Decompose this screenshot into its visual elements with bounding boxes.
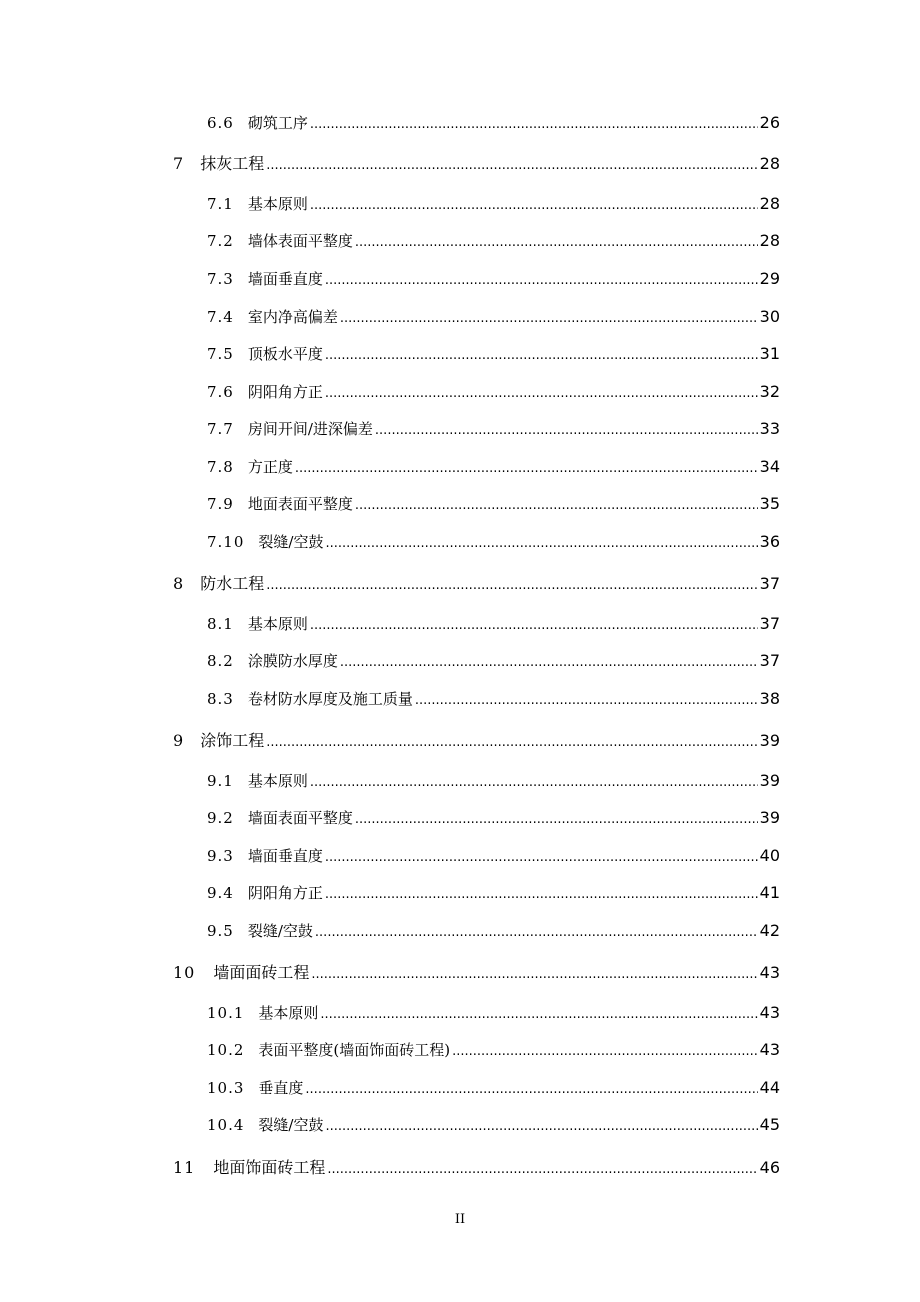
toc-entry-title: 墙面表面平整度 <box>247 809 353 827</box>
toc-entry-title: 裂缝/空鼓 <box>247 922 313 940</box>
toc-entry-page: 28 <box>759 231 780 250</box>
toc-entry-page: 28 <box>759 194 780 213</box>
toc-entry-page: 37 <box>759 614 780 633</box>
toc-dot-leader <box>340 651 758 675</box>
toc-entry-title: 垂直度 <box>258 1079 304 1097</box>
toc-entry-7-6[interactable] <box>207 380 780 404</box>
toc-dot-leader <box>375 419 758 443</box>
toc-dot-leader <box>295 457 758 481</box>
toc-entry-10-3[interactable] <box>207 1076 780 1100</box>
toc-entry-title: 表面平整度(墙面饰面砖工程) <box>258 1041 451 1059</box>
toc-chapter-8[interactable] <box>173 572 780 596</box>
toc-dot-leader <box>415 689 758 713</box>
toc-dot-leader <box>311 963 757 987</box>
toc-entry-number: 7.3 <box>207 270 234 288</box>
toc-entry-title: 阴阳角方正 <box>247 884 323 902</box>
toc-dot-leader <box>325 1115 757 1139</box>
toc-entry-10-2[interactable] <box>207 1038 780 1062</box>
toc-entry-number: 9.4 <box>207 884 234 902</box>
toc-entry-page: 36 <box>759 532 780 551</box>
toc-entry-title: 墙面面砖工程 <box>213 963 310 982</box>
toc-entry-title: 防水工程 <box>200 574 265 593</box>
toc-chapter-10[interactable] <box>173 961 780 985</box>
toc-entry-number: 9.5 <box>207 922 234 940</box>
toc-dot-leader <box>310 113 758 137</box>
toc-entry-number: 9.1 <box>207 772 234 790</box>
toc-entry-7-4[interactable] <box>207 305 780 329</box>
toc-entry-page: 28 <box>759 154 780 173</box>
toc-entry-page: 38 <box>759 689 780 708</box>
toc-entry-7-8[interactable] <box>207 455 780 479</box>
toc-entry-page: 37 <box>759 651 780 670</box>
toc-dot-leader <box>325 269 758 293</box>
toc-entry-10-1[interactable] <box>207 1001 780 1025</box>
toc-entry-number: 10.3 <box>207 1079 245 1097</box>
toc-entry-page: 26 <box>759 113 780 132</box>
toc-dot-leader <box>266 574 757 598</box>
toc-entry-9-3[interactable] <box>207 844 780 868</box>
toc-entry-number: 9 <box>173 731 185 750</box>
toc-entry-page: 39 <box>759 771 780 790</box>
toc-entry-7-7[interactable] <box>207 417 780 441</box>
toc-entry-page: 31 <box>759 344 780 363</box>
toc-dot-leader <box>355 231 758 255</box>
toc-chapter-11[interactable] <box>173 1156 780 1180</box>
toc-dot-leader <box>452 1040 758 1064</box>
toc-entry-9-1[interactable] <box>207 769 780 793</box>
toc-dot-leader <box>325 532 757 556</box>
toc-entry-title: 地面饰面砖工程 <box>213 1158 326 1177</box>
toc-entry-number: 7.10 <box>207 533 245 551</box>
toc-entry-number: 11 <box>173 1158 196 1177</box>
toc-entry-7-9[interactable] <box>207 492 780 516</box>
toc-entry-number: 7.2 <box>207 232 234 250</box>
toc-entry-page: 30 <box>759 307 780 326</box>
toc-entry-title: 基本原则 <box>247 615 308 633</box>
toc-entry-8-3[interactable] <box>207 687 780 711</box>
toc-entry-number: 8.2 <box>207 652 234 670</box>
toc-entry-title: 基本原则 <box>247 195 308 213</box>
toc-entry-title: 涂膜防水厚度 <box>247 652 338 670</box>
toc-dot-leader <box>355 808 758 832</box>
toc-entry-title: 裂缝/空鼓 <box>258 1116 324 1134</box>
toc-entry-title: 墙体表面平整度 <box>247 232 353 250</box>
toc-entry-page: 44 <box>759 1078 780 1097</box>
toc-entry-number: 9.3 <box>207 847 234 865</box>
toc-entry-number: 6.6 <box>207 114 234 132</box>
toc-entry-page: 41 <box>759 883 780 902</box>
toc-entry-number: 7.1 <box>207 195 234 213</box>
toc-entry-page: 39 <box>759 808 780 827</box>
toc-entry-page: 40 <box>759 846 780 865</box>
toc-dot-leader <box>310 614 758 638</box>
toc-entry-page: 33 <box>759 419 780 438</box>
toc-entry-8-2[interactable] <box>207 649 780 673</box>
toc-entry-7-3[interactable] <box>207 267 780 291</box>
toc-entry-title: 抹灰工程 <box>200 154 265 173</box>
toc-entry-page: 35 <box>759 494 780 513</box>
toc-entry-number: 9.2 <box>207 809 234 827</box>
toc-entry-number: 10.4 <box>207 1116 245 1134</box>
toc-entry-number: 7.9 <box>207 495 234 513</box>
toc-entry-title: 墙面垂直度 <box>247 270 323 288</box>
toc-chapter-9[interactable] <box>173 729 780 753</box>
toc-dot-leader <box>305 1078 757 1102</box>
toc-dot-leader <box>310 194 758 218</box>
toc-entry-number: 7.5 <box>207 345 234 363</box>
toc-dot-leader <box>325 846 758 870</box>
toc-entry-number: 7.4 <box>207 308 234 326</box>
toc-entry-title: 墙面垂直度 <box>247 847 323 865</box>
toc-entry-title: 裂缝/空鼓 <box>258 533 324 551</box>
toc-entry-page: 46 <box>759 1158 780 1177</box>
page-footer-number: II <box>454 1212 466 1227</box>
toc-entry-title: 顶板水平度 <box>247 345 323 363</box>
toc-dot-leader <box>355 494 758 518</box>
toc-entry-number: 10.1 <box>207 1004 245 1022</box>
toc-dot-leader <box>327 1158 757 1182</box>
toc-chapter-7[interactable] <box>173 152 780 176</box>
toc-entry-title: 阴阳角方正 <box>247 383 323 401</box>
toc-entry-7-2[interactable] <box>207 229 780 253</box>
toc-entry-title: 地面表面平整度 <box>247 495 353 513</box>
toc-dot-leader <box>325 344 758 368</box>
toc-entry-page: 32 <box>759 382 780 401</box>
toc-entry-number: 8.3 <box>207 690 234 708</box>
toc-dot-leader <box>266 154 757 178</box>
toc-dot-leader <box>266 731 757 755</box>
toc-entry-9-4[interactable] <box>207 881 780 905</box>
toc-entry-8-1[interactable] <box>207 612 780 636</box>
toc-entry-7-1[interactable] <box>207 192 780 216</box>
toc-entry-title: 基本原则 <box>247 772 308 790</box>
toc-dot-leader <box>320 1003 757 1027</box>
toc-entry-number: 10 <box>173 963 196 982</box>
toc-entry-7-10[interactable] <box>207 530 780 554</box>
toc-entry-7-5[interactable] <box>207 342 780 366</box>
toc-entry-number: 10.2 <box>207 1041 245 1059</box>
toc-entry-number: 8.1 <box>207 615 234 633</box>
toc-entry-title: 房间开间/进深偏差 <box>247 420 373 438</box>
toc-entry-page: 39 <box>759 731 780 750</box>
toc-entry-number: 8 <box>173 574 185 593</box>
toc-entry-number: 7.8 <box>207 458 234 476</box>
toc-dot-leader <box>310 771 758 795</box>
toc-entry-title: 涂饰工程 <box>200 731 265 750</box>
toc-entry-6-6[interactable] <box>207 111 780 135</box>
toc-entry-page: 45 <box>759 1115 780 1134</box>
toc-dot-leader <box>340 307 758 331</box>
toc-entry-page: 37 <box>759 574 780 593</box>
toc-entry-page: 43 <box>759 963 780 982</box>
toc-entry-title: 基本原则 <box>258 1004 319 1022</box>
toc-entry-10-4[interactable] <box>207 1113 780 1137</box>
toc-dot-leader <box>315 921 758 945</box>
toc-dot-leader <box>325 883 758 907</box>
toc-entry-number: 7 <box>173 154 185 173</box>
toc-entry-page: 29 <box>759 269 780 288</box>
toc-entry-page: 34 <box>759 457 780 476</box>
toc-entry-page: 42 <box>759 921 780 940</box>
toc-entry-9-5[interactable] <box>207 919 780 943</box>
toc-entry-number: 7.6 <box>207 383 234 401</box>
toc-entry-title: 砌筑工序 <box>247 114 308 132</box>
toc-entry-page: 43 <box>759 1003 780 1022</box>
toc-entry-title: 室内净高偏差 <box>247 308 338 326</box>
toc-entry-number: 7.7 <box>207 420 234 438</box>
toc-entry-title: 卷材防水厚度及施工质量 <box>247 690 413 708</box>
toc-entry-page: 43 <box>759 1040 780 1059</box>
toc-dot-leader <box>325 382 758 406</box>
toc-entry-9-2[interactable] <box>207 806 780 830</box>
toc-entry-title: 方正度 <box>247 458 293 476</box>
